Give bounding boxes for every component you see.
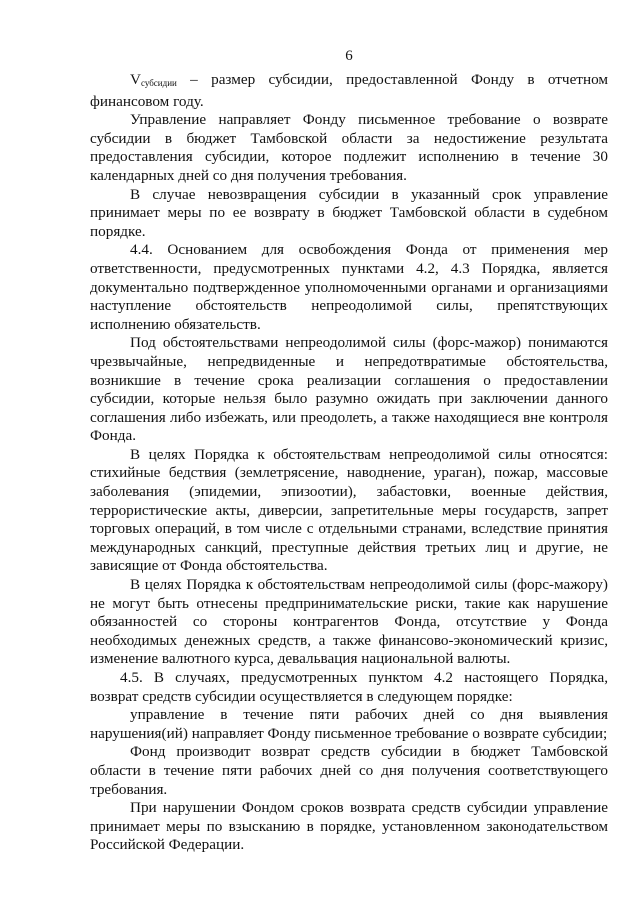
paragraph-management-notice: управление в течение пяти рабочих дней со дня выявления нарушения(ий) направляет Фонду письменное требование о возврате субсидии; <box>90 706 608 742</box>
paragraph-subsidy-volume-definition <box>90 71 608 111</box>
page-number: 6 <box>345 48 353 64</box>
paragraph-non-return: В случае невозвращения субсидии в указанный срок управление принимает меры по ее возврату в бюджет Тамбовской области в судебном порядке. <box>90 185 608 240</box>
paragraph-collection-measures: При нарушении Фондом сроков возврата средств субсидии управление принимает меры по взысканию в порядке, установленном законодательством Российской Федерации. <box>90 799 608 854</box>
variable-subscript: субсидии <box>140 78 177 88</box>
paragraph-force-majeure-list: В целях Порядка к обстоятельствам непреодолимой силы относятся: стихийные бедствия (землетрясение, наводнение, ураган), пожар, массовые заболевания (эпидемии, эпизоотии), забастовки, военные действия, террористические акты, диверсии, запретительные меры государств, запрет торговых операций, в том числе с отдельными странами, вследствие принятия международных санкций, преступные действия третьих лиц и другие, не зависящие от Фонда обстоятельства. <box>90 445 608 575</box>
paragraph-text: – размер субсидии, предоставленной Фонду в отчетном финансовом году. <box>90 71 608 110</box>
paragraph-force-majeure-exclusions: В целях Порядка к обстоятельствам непреодолимой силы (форс-мажору) не могут быть отнесены предпринимательские риски, такие как нарушение обязанностей со стороны контрагентов Фонда, отсутствие у Фонда необходимых денежных средств, а также финансово-экономический кризис, изменение валютного курса, девальвация национальной валюты. <box>90 576 608 668</box>
variable-symbol: V <box>130 71 141 88</box>
paragraph-4-4: 4.4. Основанием для освобождения Фонда от применения мер ответственности, предусмотренных пунктами 4.2, 4.3 Порядка, является документально подтвержденное уполномоченными органами и организациями наступление обстоятельств непреодолимой силы, препятствующих исполнению обязательств. <box>90 241 608 333</box>
paragraph-return-demand: Управление направляет Фонду письменное требование о возврате субсидии в бюджет Тамбовской области за недостижение результата предоставления субсидии, которое подлежит исполнению в течение 30 календарных дней со дня получения требования. <box>90 111 608 184</box>
paragraph-fund-return: Фонд производит возврат средств субсидии в бюджет Тамбовской области в течение пяти рабочих дней со дня получения соответствующего требования. <box>90 743 608 798</box>
paragraph-4-5: 4.5. В случаях, предусмотренных пунктом 4.2 настоящего Порядка, возврат средств субсидии осуществляется в следующем порядке: <box>90 669 608 705</box>
paragraph-force-majeure-definition: Под обстоятельствами непреодолимой силы (форс-мажор) понимаются чрезвычайные, непредвиденные и непредотвратимые обстоятельства, возникшие в течение срока реализации соглашения о предоставлении субсидии, которые нельзя было разумно ожидать при заключении данного соглашения либо избежать, или преодолеть, а также находящиеся вне контроля Фонда. <box>90 334 608 445</box>
